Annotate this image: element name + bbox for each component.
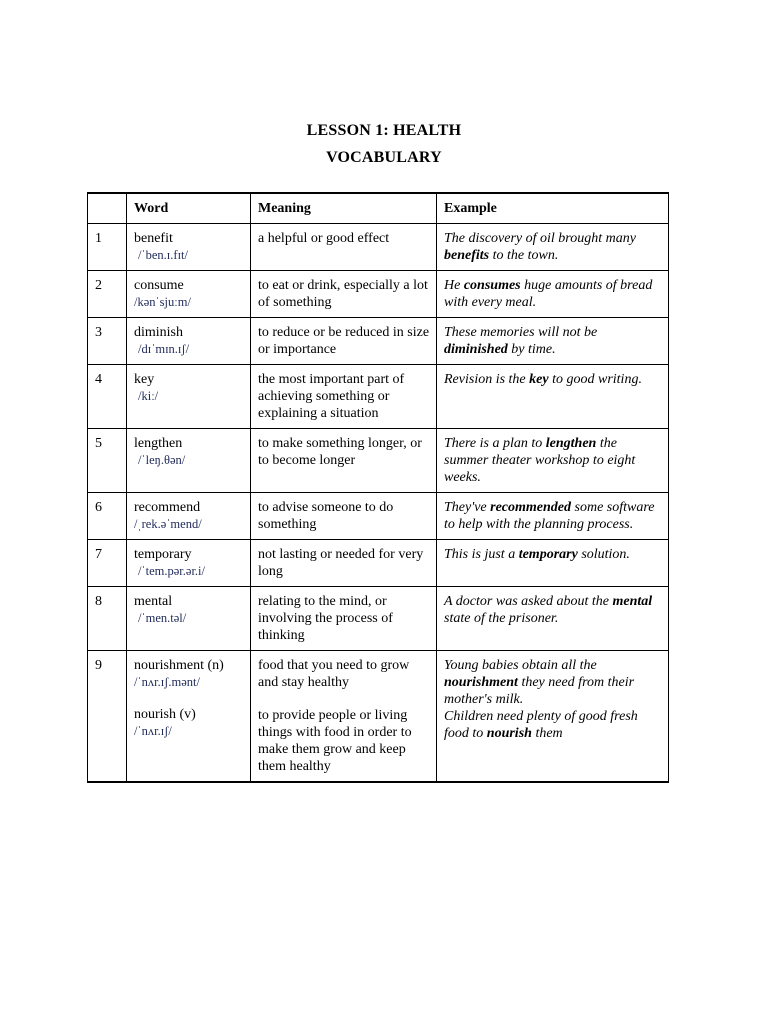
- lesson-title: LESSON 1: HEALTH: [306, 122, 462, 139]
- meaning-cell: to advise someone to do something: [251, 493, 437, 540]
- table-row: [88, 224, 669, 271]
- example-cell: [437, 318, 669, 365]
- example-text: They've: [444, 500, 491, 515]
- meaning-cell: relating to the mind, or involving the process of thinking: [251, 587, 437, 651]
- pronunciation: /kiː/: [138, 389, 159, 403]
- meaning-cell: not lasting or needed for very long: [251, 540, 437, 587]
- table-row: [88, 493, 669, 540]
- example-keyword: consumes: [463, 278, 521, 293]
- example-text: the summer theater workshop to eight weeks.: [444, 436, 636, 485]
- row-number: 8: [88, 587, 127, 651]
- row-number: 4: [88, 365, 127, 429]
- example-cell: [437, 224, 669, 271]
- vocabulary-table: [87, 192, 669, 783]
- meaning-cell: to reduce or be reduced in size or importance: [251, 318, 437, 365]
- table-row: [88, 651, 669, 783]
- pronunciation: /ˈmen.təl/: [138, 611, 187, 625]
- pronunciation: /kənˈsjuːm/: [134, 295, 191, 309]
- example-text: Young babies obtain all the: [444, 658, 597, 673]
- word-cell: [127, 318, 251, 365]
- example-cell: [437, 651, 669, 783]
- example-keyword: mental: [612, 594, 653, 609]
- row-number: 5: [88, 429, 127, 493]
- word: nourishment (n): [134, 658, 224, 673]
- section-title: VOCABULARY: [326, 149, 442, 166]
- example-text: huge amounts of bread with every meal.: [444, 278, 653, 310]
- row-number: 7: [88, 540, 127, 587]
- example-keyword: diminished: [444, 342, 508, 357]
- meaning-cell: to eat or drink, especially a lot of something: [251, 271, 437, 318]
- word-cell: [127, 271, 251, 318]
- row-number: 2: [88, 271, 127, 318]
- table-row: [88, 271, 669, 318]
- example-text: state of the prisoner.: [444, 611, 559, 626]
- example-keyword: benefits: [444, 248, 490, 263]
- pronunciation: /ˈnʌr.ɪʃ.mənt/: [134, 675, 200, 689]
- row-number: 1: [88, 224, 127, 271]
- example-text: them: [531, 726, 563, 741]
- word: temporary: [134, 547, 192, 562]
- meaning-cell: a helpful or good effect: [251, 224, 437, 271]
- example-keyword: nourishment: [444, 675, 518, 690]
- example-keyword: temporary: [518, 547, 578, 562]
- row-number: 3: [88, 318, 127, 365]
- example-text: they need from their mother's milk.: [444, 675, 635, 707]
- word: lengthen: [134, 436, 183, 451]
- word: key: [134, 372, 155, 387]
- word-cell: [127, 540, 251, 587]
- meaning-cell: [251, 651, 437, 783]
- meaning-variant: to provide people or living things with food in order to make them grow and keep them healthy: [258, 708, 412, 774]
- example-text: Revision is the: [444, 372, 530, 387]
- word: mental: [134, 594, 173, 609]
- example-keyword: key: [529, 372, 549, 387]
- table-row: [88, 318, 669, 365]
- table-row: [88, 540, 669, 587]
- meaning-cell: to make something longer, or to become longer: [251, 429, 437, 493]
- example-text: This is just a: [444, 547, 519, 562]
- example-text: solution.: [577, 547, 630, 562]
- word-cell: [127, 651, 251, 783]
- example-text: A doctor was asked about the: [444, 594, 613, 609]
- example-keyword: recommended: [490, 500, 572, 515]
- row-number: 9: [88, 651, 127, 783]
- word: consume: [134, 278, 184, 293]
- header-example: Example: [437, 193, 669, 224]
- example-cell: [437, 540, 669, 587]
- pronunciation: /ˈben.ɪ.fɪt/: [138, 248, 188, 262]
- pronunciation: /dɪˈmɪn.ɪʃ/: [138, 342, 190, 356]
- pronunciation: /ˈtem.pər.ər.i/: [138, 564, 205, 578]
- word: recommend: [134, 500, 201, 515]
- example-text: There is a plan to: [444, 436, 546, 451]
- example-cell: [437, 587, 669, 651]
- example-cell: [437, 365, 669, 429]
- example-cell: [437, 493, 669, 540]
- table-header-row: [88, 193, 669, 224]
- pronunciation: /ˌrek.əˈmend/: [134, 517, 202, 531]
- table-row: [88, 365, 669, 429]
- example-keyword: nourish: [486, 726, 532, 741]
- header-number: [88, 193, 127, 224]
- example-text: Children need plenty of good fresh food to: [444, 709, 638, 741]
- example-text: to good writing.: [548, 372, 642, 387]
- example-text: by time.: [507, 342, 556, 357]
- example-text: The discovery of oil brought many: [444, 231, 636, 246]
- meaning-text: food that you need to grow and stay healthy: [258, 658, 410, 690]
- example-cell: [437, 429, 669, 493]
- example-text: to the town.: [489, 248, 559, 263]
- example-cell: [437, 271, 669, 318]
- example-text: These memories will not be: [444, 325, 598, 340]
- header-word: Word: [127, 193, 251, 224]
- pronunciation-variant: /ˈnʌr.ɪʃ/: [134, 724, 172, 738]
- word: diminish: [134, 325, 184, 340]
- row-number: 6: [88, 493, 127, 540]
- word-cell: [127, 493, 251, 540]
- pronunciation: /ˈleŋ.θən/: [138, 453, 186, 467]
- word-variant: nourish (v): [134, 707, 196, 722]
- meaning-cell: the most important part of achieving something or explaining a situation: [251, 365, 437, 429]
- header-meaning: Meaning: [251, 193, 437, 224]
- example-text: some software to help with the planning process.: [444, 500, 655, 532]
- table-row: [88, 587, 669, 651]
- example-text: He: [444, 278, 464, 293]
- word-cell: [127, 365, 251, 429]
- word-cell: [127, 587, 251, 651]
- example-keyword: lengthen: [545, 436, 597, 451]
- word-cell: [127, 224, 251, 271]
- word: benefit: [134, 231, 173, 246]
- table-row: [88, 429, 669, 493]
- word-cell: [127, 429, 251, 493]
